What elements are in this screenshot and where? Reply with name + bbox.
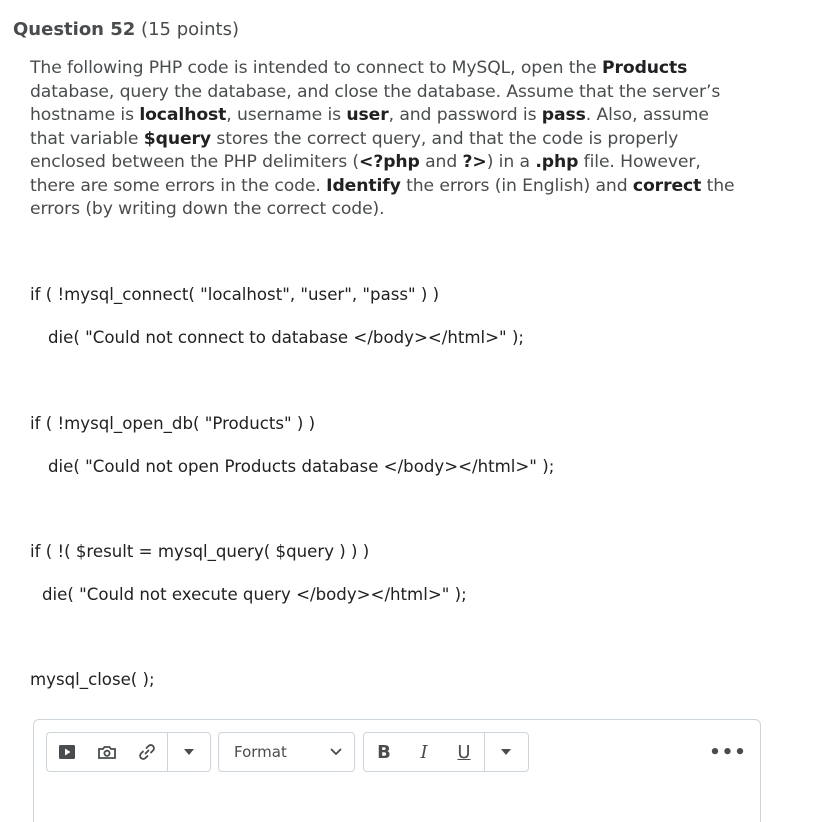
question-text-segment: the errors (in English) and <box>400 175 633 196</box>
insert-more-dropdown[interactable] <box>168 733 210 771</box>
link-icon <box>138 743 156 761</box>
question-text-segment: stores the correct query, and that the code is properly enclosed between the PHP delimiters ( <box>30 128 679 172</box>
format-select-label: Format <box>234 743 287 761</box>
insert-video-button[interactable] <box>47 733 87 771</box>
question-text-segment: The following PHP code is intended to connect to MySQL, open the <box>30 58 603 78</box>
italic-button[interactable]: I <box>420 741 428 763</box>
question-text-segment: . Also, assume that variable <box>30 105 709 149</box>
code-line-5: if ( !( $result = mysql_query( $query ) ) ) <box>30 542 370 561</box>
question-text-segment: ) in a <box>486 152 536 172</box>
underline-button[interactable]: U <box>457 741 471 763</box>
insert-link-button[interactable] <box>127 733 167 771</box>
chevron-down-icon <box>330 748 342 756</box>
more-actions-button[interactable]: ••• <box>709 741 747 763</box>
format-select[interactable] <box>218 732 355 772</box>
text-style-more-dropdown[interactable] <box>485 733 527 771</box>
question-text-emphasis: ?> <box>462 152 487 172</box>
code-line-6: die( "Could not execute query </body></html>" ); <box>42 585 467 604</box>
camera-icon <box>97 744 117 760</box>
code-line-7: mysql_close( ); <box>30 670 155 689</box>
question-text-segment: database, query the database, and close the database. Assume that the server’s hostname is <box>30 81 721 125</box>
question-text-emphasis: Products <box>602 58 688 78</box>
answer-editor[interactable] <box>33 719 761 822</box>
question-text-emphasis: <?php <box>359 152 420 172</box>
bold-button[interactable]: B <box>377 741 391 763</box>
question-text-emphasis: Identify <box>326 175 401 196</box>
insert-image-button[interactable] <box>87 733 127 771</box>
dropdown-icon <box>500 748 512 756</box>
question-text-segment: file. However, there are some errors in the code. <box>30 152 701 196</box>
text-style-toolbar-group <box>363 732 529 772</box>
question-text-emphasis: pass <box>541 105 586 125</box>
question-text-emphasis: $query <box>143 128 212 149</box>
video-icon <box>58 744 76 760</box>
code-line-2: die( "Could not connect to database </body></html>" ); <box>48 328 525 347</box>
question-text-segment: , and password is <box>388 105 542 125</box>
question-points: (15 points) <box>141 19 240 40</box>
code-line-3: if ( !mysql_open_db( "Products" ) ) <box>30 414 316 433</box>
question-header <box>13 18 239 42</box>
code-line-1: if ( !mysql_connect( "localhost", "user", "pass" ) ) <box>30 285 440 304</box>
question-text-emphasis: localhost <box>139 105 227 125</box>
code-line-4: die( "Could not open Products database </body></html>" ); <box>48 457 555 476</box>
question-text-segment: and <box>419 152 463 172</box>
question-text-emphasis: .php <box>535 152 579 172</box>
question-title: Question 52 <box>13 19 136 40</box>
question-text-segment: , username is <box>226 105 347 125</box>
question-text-emphasis: user <box>346 105 389 125</box>
question-text-emphasis: correct <box>632 175 702 196</box>
dropdown-icon <box>183 748 195 756</box>
insert-toolbar-group <box>46 732 211 772</box>
question-text <box>30 57 742 222</box>
question-text-segment: the errors (by writing down the correct code). <box>30 175 735 219</box>
